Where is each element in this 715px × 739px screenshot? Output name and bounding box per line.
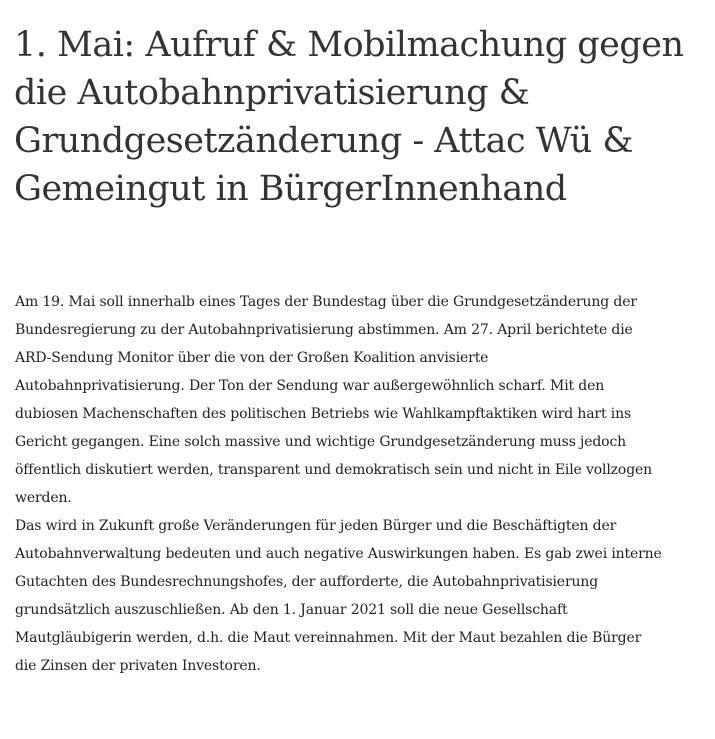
article-title-line: die Autobahnprivatisierung & xyxy=(14,73,530,113)
article-title-line: Grundgesetzänderung - Attac Wü & xyxy=(14,121,634,161)
article-body-line: die Zinsen der privaten Investoren. xyxy=(15,658,261,674)
article-body-line: Gutachten des Bundesrechnungshofes, der aufforderte, die Autobahnprivatisierung xyxy=(15,574,599,590)
article-body-line: Mautgläubigerin werden, d.h. die Maut vereinnahmen. Mit der Maut bezahlen die Bürger xyxy=(15,630,642,646)
article-body-line: grundsätzlich auszuschließen. Ab den 1. Januar 2021 soll die neue Gesellschaft xyxy=(15,602,568,618)
article-body-line: werden. xyxy=(15,490,72,506)
article-title-line: 1. Mai: Aufruf & Mobilmachung gegen xyxy=(14,25,684,65)
article-body-line: Bundesregierung zu der Autobahnprivatisierung abstimmen. Am 27. April berichtete die xyxy=(15,322,633,338)
article-body-line: Am 19. Mai soll innerhalb eines Tages der Bundestag über die Grundgesetzänderung der xyxy=(15,294,637,310)
article-body-line: Das wird in Zukunft große Veränderungen für jeden Bürger und die Beschäftigten der xyxy=(15,518,617,534)
article-body-line: Autobahnprivatisierung. Der Ton der Sendung war außergewöhnlich scharf. Mit den xyxy=(15,378,605,394)
article-title-line: Gemeingut in BürgerInnenhand xyxy=(14,169,567,209)
article-body-line: dubiosen Machenschaften des politischen Betriebs wie Wahlkampftaktiken wird hart ins xyxy=(15,406,631,422)
article-body xyxy=(15,288,710,680)
article-body-line: Autobahnverwaltung bedeuten und auch negative Auswirkungen haben. Es gab zwei interne xyxy=(15,546,662,562)
article-body-line: öffentlich diskutiert werden, transparent und demokratisch sein und nicht in Eile vollzogen xyxy=(15,462,653,478)
article-title xyxy=(14,21,704,213)
article-body-line: Gericht gegangen. Eine solch massive und wichtige Grundgesetzänderung muss jedoch xyxy=(15,434,627,450)
article-body-line: ARD-Sendung Monitor über die von der Großen Koalition anvisierte xyxy=(15,350,489,366)
